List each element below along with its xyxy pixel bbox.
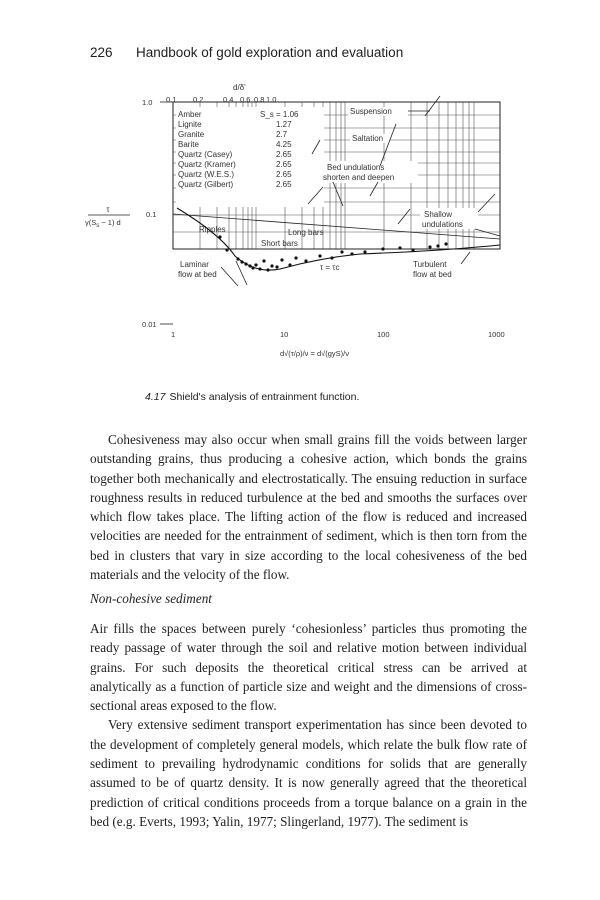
top-tick: 0.1 — [166, 95, 177, 104]
running-title: Handbook of gold exploration and evaluation — [136, 45, 404, 60]
legend-entry: Barite — [178, 140, 199, 149]
legend-entry: Amber — [178, 110, 202, 119]
top-axis-label: d/δ' — [233, 84, 246, 92]
y-axis-denominator: $\gamma(S_s - 1)$ d — [85, 218, 121, 229]
legend-entry: Quartz (Casey) — [178, 150, 233, 159]
legend-entry: Quartz (W.E.S.) — [178, 170, 235, 179]
label-tau-critical: τ = τc — [320, 263, 340, 272]
legend-value: 2.65 — [276, 180, 292, 189]
label-turbulent: Turbulent — [413, 260, 447, 269]
top-tick: 0.8 — [254, 95, 265, 104]
caption-text: Shield's analysis of entrainment function. — [169, 391, 360, 403]
legend-value: 2.65 — [276, 170, 292, 179]
shields-diagram-svg — [80, 84, 520, 384]
figure-caption — [145, 391, 359, 403]
page-header — [90, 45, 403, 60]
label-ripples: Ripples — [199, 225, 226, 234]
legend-value: 2.65 — [276, 160, 292, 169]
x-tick: 1000 — [488, 330, 505, 339]
top-tick: 0.4 — [223, 95, 234, 104]
y-tick: 1.0 — [142, 98, 153, 107]
legend-entry: Quartz (Kramer) — [178, 160, 236, 169]
x-tick: 100 — [377, 330, 390, 339]
label-laminar: Laminar — [180, 260, 209, 269]
legend-entry: Lignite — [178, 120, 202, 129]
legend-value: 2.65 — [276, 150, 292, 159]
page-number: 226 — [90, 45, 113, 60]
top-tick: 0.2 — [193, 95, 204, 104]
legend-value: 1.27 — [276, 120, 292, 129]
subheading: Non-cohesive sediment — [90, 591, 212, 606]
legend-entry: Granite — [178, 130, 205, 139]
caption-number: 4.17 — [145, 391, 166, 403]
label-undulations: undulations — [422, 220, 463, 229]
label-turbulent-flow-at-bed: flow at bed — [413, 270, 452, 279]
legend-value: 2.7 — [276, 130, 288, 139]
label-shallow: Shallow — [424, 210, 453, 219]
paragraph: Very extensive sediment transport experimentation has since been devoted to the development of completely general models, which relate the bulk flow rate of sediment to prevailing hydrodynamic conditions for solids that are generally assumed to be of quartz density. It is now generally agreed that the theoretical prediction of critical conditions proceeds from a torque balance on a grain in the bed (e.g. Everts, 1993; Yalin, 1977; Slingerland, 1977). The sediment is — [90, 717, 527, 829]
y-tick: 0.01 — [142, 320, 157, 329]
label-shorten-deepen: shorten and deepen — [323, 173, 395, 182]
x-tick: 1 — [171, 330, 176, 339]
paragraph: Cohesiveness may also occur when small grains fill the voids between larger outstanding grains, thus producing a cohesive action, which bonds the grains together both mechanically and electrostatically. The ensuing reduction in surface roughness results in reduced turbulence at the bed and smooths the surfaces over which flow takes place. The lifting action of the flow is reduced and increased velocities are needed for the entrainment of sediment, which is then torn from the bed in clusters that vary in size according to the local cohesiveness of the bed materials and the velocity of the flow. — [90, 432, 527, 583]
body-section-1 — [90, 430, 527, 584]
figure-shields-diagram — [80, 84, 520, 384]
top-tick: 0.6 — [240, 95, 251, 104]
legend-entry: Quartz (Gilbert) — [178, 180, 234, 189]
legend-value: 4.25 — [276, 140, 292, 149]
x-axis-label: d√(τ/ρ)/ν = d√(gyS)/ν — [280, 349, 350, 358]
label-suspension: Suspension — [350, 107, 392, 116]
top-tick: 1.0 — [266, 95, 277, 104]
label-flow-at-bed: flow at bed — [178, 270, 217, 279]
y-axis-numerator: τ — [106, 205, 110, 214]
label-bed-undulations: Bed undulations — [327, 163, 385, 172]
label-saltation: Saltation — [352, 134, 384, 143]
body-section-2 — [90, 619, 527, 831]
label-long-bars: Long bars — [288, 228, 324, 237]
x-tick: 10 — [280, 330, 289, 339]
legend-value: S_s = 1.06 — [260, 110, 299, 119]
paragraph: Air fills the spaces between purely ‘cohesionless’ particles thus promoting the ready passage of water through the soil and relative motion between individual grains. For such deposits the theoretical critical stress can be arrived at analytically as a function of particle size and weight and the dimensions of cross-sectional areas exposed to the flow. — [90, 621, 527, 714]
y-tick: 0.1 — [146, 210, 157, 219]
label-short-bars: Short bars — [261, 239, 298, 248]
